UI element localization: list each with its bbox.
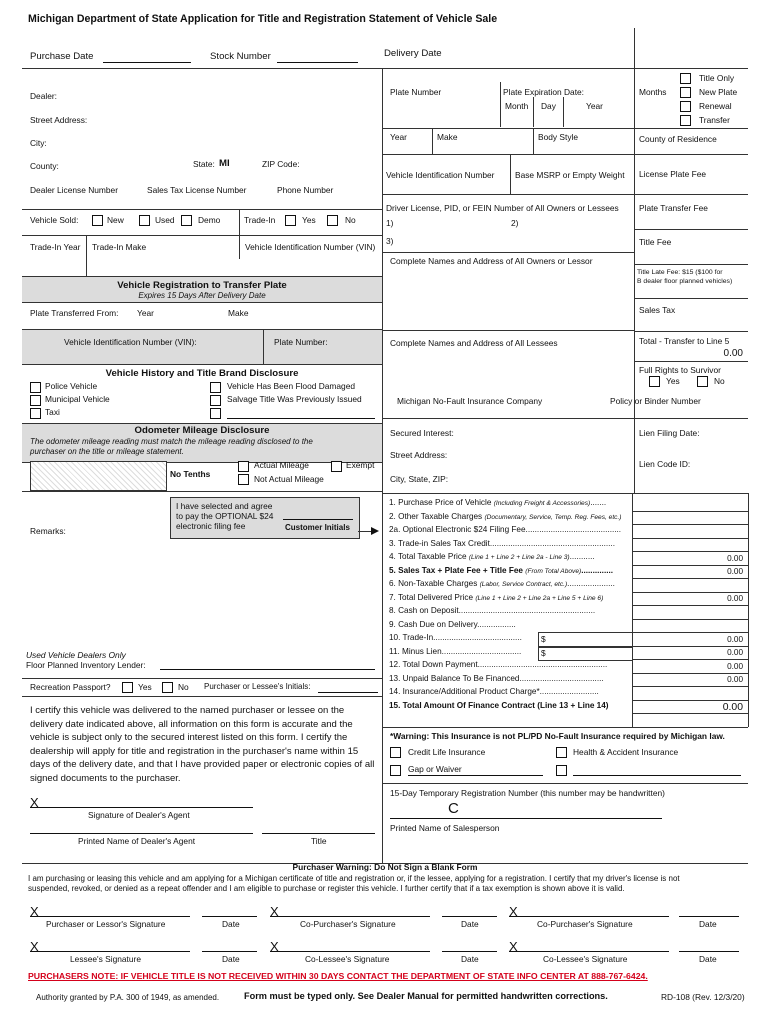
trade-in-no-checkbox[interactable]	[327, 215, 338, 226]
divider	[382, 727, 748, 728]
vehicle-sold-label: Vehicle Sold:	[30, 215, 79, 225]
police-label: Police Vehicle	[45, 381, 98, 391]
transfer-checkbox[interactable]	[680, 115, 691, 126]
lessee-date-field[interactable]	[202, 951, 257, 952]
co-purchaser-signature-label: Co-Purchaser's Signature	[300, 919, 396, 929]
calc-line-label	[389, 702, 609, 710]
recreation-yes-checkbox[interactable]	[122, 682, 133, 693]
calc-line-label	[389, 553, 595, 562]
other-insurance-field[interactable]	[573, 775, 741, 776]
calc-label-text: 13. Unpaid Balance To Be Financed	[389, 673, 520, 683]
co-lessee-signature-field[interactable]	[270, 951, 430, 952]
plate-number-label: Plate Number:	[274, 337, 328, 347]
plate-expiration-label: Plate Expiration Date:	[503, 87, 585, 97]
new-checkbox[interactable]	[92, 215, 103, 226]
co-purchaser-sig-x: X	[270, 904, 279, 919]
demo-checkbox[interactable]	[181, 215, 192, 226]
lien-filing-date-label: Lien Filing Date:	[639, 428, 700, 438]
salesperson-label: Printed Name of Salesperson	[390, 823, 500, 833]
trade-in-vin-label: Vehicle Identification Number (VIN)	[245, 242, 376, 252]
used-label: Used	[155, 215, 175, 225]
not-actual-checkbox[interactable]	[238, 474, 249, 485]
names-lessees-label: Complete Names and Address of All Lessees	[390, 338, 558, 348]
history-other-checkbox[interactable]	[210, 408, 221, 419]
calc-label-dots: .....................	[567, 579, 615, 588]
odometer-note-2: purchaser on the title or mileage statement.	[30, 447, 184, 456]
calc-line-divider	[632, 673, 748, 674]
total-transfer-label: Total - Transfer to Line 5	[639, 336, 730, 346]
recreation-initials-label: Purchaser or Lessee's Initials:	[204, 682, 311, 691]
gap-field[interactable]	[408, 775, 543, 776]
dealer-signature-field[interactable]	[30, 807, 253, 808]
plate-number-header: Plate Number	[390, 87, 442, 97]
calc-line-label	[389, 688, 599, 696]
total-transfer-value: 0.00	[723, 348, 743, 359]
co-purchaser-date-field[interactable]	[442, 916, 497, 917]
dealer-title-field[interactable]	[262, 833, 375, 834]
calc-line-label	[389, 526, 621, 534]
calc-line-label	[389, 621, 516, 629]
trade-in-year-label: Trade-In Year	[30, 242, 81, 252]
divider	[382, 418, 748, 419]
zip-label: ZIP Code:	[262, 159, 300, 169]
renewal-checkbox[interactable]	[680, 101, 691, 112]
plate-fee-label: License Plate Fee	[639, 169, 707, 179]
divider	[634, 298, 748, 299]
calc-line-value[interactable]: 0.00	[727, 661, 743, 671]
temp-reg-value[interactable]: C	[448, 800, 459, 817]
calc-line-label	[389, 594, 603, 603]
calc-label-text: 5. Sales Tax + Plate Fee + Title Fee	[389, 565, 523, 575]
co-lessee-date-field[interactable]	[442, 951, 497, 952]
calc-label-text: 3. Trade-in Sales Tax Credit	[389, 538, 490, 548]
calc-line-label	[389, 580, 615, 589]
purchaser-warning-title: Purchaser Warning: Do Not Sign a Blank Form	[292, 862, 478, 872]
purchasers-note: PURCHASERS NOTE: IF VEHICLE TITLE IS NOT RECEIVED WITHIN 30 DAYS CONTACT THE DEPARTMENT OF STATE INFO CENTER AT 888-767-6424.	[28, 971, 648, 981]
divider	[563, 97, 564, 127]
stock-number-label: Stock Number	[210, 51, 271, 62]
secured-interest-label: Secured Interest:	[390, 428, 454, 438]
calc-label-note: (From Total Above)	[525, 567, 582, 575]
divider	[634, 28, 635, 68]
history-other-field[interactable]	[227, 418, 375, 419]
no-tenths-label: No Tenths	[170, 469, 211, 479]
calc-dollar-field[interactable]	[538, 646, 633, 662]
calc-line-label	[389, 567, 613, 576]
form-id: RD-108 (Rev. 12/3/20)	[661, 992, 745, 1002]
plate-section-title: Vehicle Registration to Transfer Plate	[117, 280, 287, 291]
purchaser-date-label: Date	[222, 919, 240, 929]
calc-line-value[interactable]: 0.00	[727, 567, 743, 576]
co-purchaser-2-signature-label: Co-Purchaser's Signature	[537, 919, 633, 929]
vehicle-make-label: Make	[437, 132, 458, 142]
divider	[382, 252, 634, 253]
divider	[22, 491, 382, 492]
divider	[382, 194, 748, 195]
divider	[533, 128, 534, 154]
calc-line-divider	[632, 700, 748, 701]
remarks-label: Remarks:	[30, 526, 66, 536]
customer-initials-field[interactable]	[283, 519, 353, 520]
salvage-checkbox[interactable]	[210, 395, 221, 406]
full-rights-yes-label: Yes	[666, 376, 680, 386]
calc-label-text: 6. Non-Taxable Charges	[389, 579, 478, 588]
divider	[263, 330, 264, 364]
divider	[382, 128, 748, 129]
county-label: County:	[30, 161, 59, 171]
body-style-label: Body Style	[538, 132, 579, 142]
purchaser-sig-x: X	[30, 904, 39, 919]
exempt-checkbox[interactable]	[331, 461, 342, 472]
trade-in-yes-checkbox[interactable]	[285, 215, 296, 226]
taxi-label: Taxi	[45, 407, 60, 417]
salvage-label: Salvage Title Was Previously Issued	[227, 394, 362, 404]
exp-day-label: Day	[541, 101, 556, 111]
used-dealers-line-2: Floor Planned Inventory Lender:	[26, 660, 146, 670]
used-dealers-line-1: Used Vehicle Dealers Only	[26, 650, 126, 660]
lessee-sig-x: X	[30, 939, 39, 954]
calc-line-divider	[632, 659, 748, 660]
calc-label-dots: .................	[477, 619, 516, 629]
calc-line-divider	[632, 605, 748, 606]
calc-line-label	[389, 499, 606, 508]
calc-label-note: (Labor, Service Contract, etc.)	[479, 581, 568, 588]
plate-transferred-label: Plate Transferred From:	[30, 308, 119, 318]
flood-label: Vehicle Has Been Flood Damaged	[227, 381, 356, 391]
credit-life-checkbox[interactable]	[390, 747, 401, 758]
insurance-company-label: Michigan No-Fault Insurance Company	[397, 396, 543, 406]
calc-line-value[interactable]: 0.00	[722, 702, 743, 713]
arrow-line	[358, 531, 372, 532]
title-fee-label: Title Fee	[639, 237, 672, 247]
purchaser-warning-line-1: I am purchasing or leasing this vehicle and am applying for a Michigan certificate of title and registration or, if the lessee, applying for a registration. I certify that my driver's license is not	[28, 874, 680, 883]
title-only-checkbox[interactable]	[680, 73, 691, 84]
city-label: City:	[30, 138, 47, 148]
calc-line-value[interactable]: 0.00	[727, 594, 743, 603]
divider	[632, 493, 633, 727]
late-fee-line-2: B dealer floor planned vehicles)	[637, 278, 733, 285]
purchaser-signature-field[interactable]	[30, 916, 190, 917]
calc-line-divider	[632, 592, 748, 593]
arrow-right-icon	[371, 527, 379, 535]
trade-in-label: Trade-In	[244, 215, 276, 225]
co-purchaser-date-label: Date	[461, 919, 479, 929]
exp-year-label: Year	[586, 101, 603, 111]
late-fee-line-1: Title Late Fee: $15 ($100 for	[637, 269, 723, 276]
actual-mileage-checkbox[interactable]	[238, 461, 249, 472]
calc-label-dots: .....................................	[519, 673, 604, 683]
co-lessee-date-label: Date	[461, 954, 479, 964]
plate-vin-label: Vehicle Identification Number (VIN):	[64, 337, 197, 347]
calc-line-label	[389, 634, 522, 642]
co-lessee-2-signature-label: Co-Lessee's Signature	[543, 954, 628, 964]
state-label: State:	[193, 159, 215, 169]
recreation-initials-field[interactable]	[318, 692, 378, 693]
calc-label-note: (Line 1 + Line 2 + Line 2a - Line 3)	[468, 554, 570, 561]
divider	[748, 493, 749, 727]
odometer-title: Odometer Mileage Disclosure	[134, 425, 270, 436]
co-lessee-2-signature-field[interactable]	[509, 951, 669, 952]
calc-line-value[interactable]: 0.00	[727, 634, 743, 644]
owner-2-label: 2)	[511, 218, 519, 228]
co-lessee-sig-x: X	[270, 939, 279, 954]
dl-label: Driver License, PID, or FEIN Number of All Owners or Lessees	[386, 203, 619, 213]
purchase-date-field[interactable]	[103, 62, 191, 63]
temp-reg-label: 15-Day Temporary Registration Number (this number may be handwritten)	[390, 788, 665, 798]
purchase-date-label: Purchase Date	[30, 51, 94, 62]
insurance-warning: *Warning: This Insurance is not PL/PD No-Fault Insurance required by Michigan law.	[390, 731, 725, 741]
stock-number-field[interactable]	[277, 62, 358, 63]
delivery-date-label: Delivery Date	[384, 48, 442, 59]
dollar-sign: $	[541, 634, 546, 644]
calc-label-note: (Including Freight & Accessories)	[493, 500, 591, 507]
lien-street-label: Street Address:	[390, 450, 448, 460]
efiling-line-2: to pay the OPTIONAL $24	[176, 511, 274, 521]
new-label: New	[107, 215, 124, 225]
calc-line-divider	[632, 511, 748, 512]
municipal-label: Municipal Vehicle	[45, 394, 110, 404]
calc-label-dots: .......	[590, 498, 607, 507]
calc-label-note: (Line 1 + Line 2 + Line 2a + Line 5 + Line 6)	[475, 594, 604, 602]
purchaser-date-field[interactable]	[202, 916, 257, 917]
calc-label-dots: ...................................	[441, 646, 522, 656]
odometer-reading-field[interactable]	[30, 461, 167, 491]
full-rights-no-checkbox[interactable]	[697, 376, 708, 387]
calc-line-divider	[632, 619, 748, 620]
not-actual-label: Not Actual Mileage	[254, 474, 324, 484]
co-purchaser-2-sig-x: X	[509, 904, 518, 919]
lessee-date-label: Date	[222, 954, 240, 964]
calc-label-text: 2. Other Taxable Charges	[389, 511, 483, 521]
divider	[634, 68, 635, 428]
co-purchaser-2-date-label: Date	[699, 919, 717, 929]
trade-in-yes-label: Yes	[302, 215, 316, 225]
phone-label: Phone Number	[277, 185, 334, 195]
flood-checkbox[interactable]	[210, 382, 221, 393]
calc-label-text: 8. Cash on Deposit	[389, 606, 459, 615]
recreation-yes-label: Yes	[138, 682, 152, 692]
calc-line-divider	[632, 646, 748, 647]
calc-line-divider	[632, 551, 748, 552]
dealer-sig-x: X	[30, 795, 39, 810]
divider	[22, 235, 382, 236]
calc-line-label	[389, 675, 604, 683]
authority-text: Authority granted by P.A. 300 of 1949, as amended.	[36, 993, 220, 1002]
municipal-checkbox[interactable]	[30, 395, 41, 406]
lien-code-label: Lien Code ID:	[639, 459, 691, 469]
months-label: Months	[639, 87, 667, 97]
calc-label-text: 14. Insurance/Additional Product Charge*	[389, 687, 540, 696]
divider	[634, 361, 748, 362]
divider	[22, 678, 382, 679]
calc-label-dots: .......................................................	[489, 538, 615, 548]
health-accident-checkbox[interactable]	[556, 747, 567, 758]
calc-label-text: 12. Total Down Payment	[389, 660, 478, 669]
divider	[634, 264, 748, 265]
calc-label-dots: ...........	[569, 552, 595, 561]
divider	[634, 229, 748, 230]
calc-line-divider	[632, 686, 748, 687]
dealer-printed-name-label: Printed Name of Dealer's Agent	[78, 836, 196, 846]
plate-vin-row	[22, 330, 382, 365]
co-purchaser-2-date-field[interactable]	[679, 916, 739, 917]
divider	[533, 97, 534, 127]
calc-line-divider	[632, 538, 748, 539]
calc-label-dots: ..............	[581, 565, 614, 575]
renewal-label: Renewal	[699, 101, 732, 111]
typed-note: Form must be typed only. See Dealer Manual for permitted handwritten corrections.	[244, 991, 608, 1001]
calc-line-label	[389, 648, 521, 656]
calc-label-dots: ..........................	[539, 687, 599, 696]
divider	[382, 493, 748, 494]
co-lessee-signature-label: Co-Lessee's Signature	[305, 954, 390, 964]
vehicle-year-label: Year	[390, 132, 407, 142]
divider	[510, 154, 511, 194]
co-purchaser-signature-field[interactable]	[270, 916, 430, 917]
divider	[382, 154, 748, 155]
lender-field[interactable]	[160, 669, 375, 670]
history-title: Vehicle History and Title Brand Disclosure	[105, 368, 299, 379]
actual-mileage-label: Actual Mileage	[254, 460, 309, 470]
calc-line-label	[389, 661, 607, 669]
purchaser-signature-label: Purchaser or Lessor's Signature	[46, 919, 166, 929]
calc-label-text: 10. Trade-In	[389, 633, 434, 642]
lessee-signature-label: Lessee's Signature	[70, 954, 141, 964]
calc-line-divider	[632, 713, 748, 714]
owner-1-label: 1)	[386, 218, 394, 228]
new-plate-label: New Plate	[699, 87, 738, 97]
used-checkbox[interactable]	[139, 215, 150, 226]
vin-label: Vehicle Identification Number	[386, 170, 495, 180]
calc-label-text: 7. Total Delivered Price	[389, 592, 474, 602]
dealer-certification: I certify this vehicle was delivered to the named purchaser or lessee on the delivery date indicated above, all information on this form is accurate and the vehicle is subject only to the secured interest listed on this form. I certify the dealership will apply for title and registration in the purchaser's name within 15 days of the delivery date, and that I have provided paper or electronic copies of all signed documents to the purchaser.	[30, 705, 375, 784]
dealer-label: Dealer:	[30, 91, 57, 101]
plate-year-label: Year	[137, 308, 154, 318]
gap-label: Gap or Waiver	[408, 764, 462, 774]
lien-city-label: City, State, ZIP:	[390, 474, 449, 484]
gap-checkbox[interactable]	[390, 765, 401, 776]
owner-3-label: 3)	[386, 236, 394, 246]
demo-label: Demo	[198, 215, 221, 225]
recreation-label: Recreation Passport?	[30, 682, 111, 692]
divider	[239, 209, 240, 259]
divider	[382, 783, 748, 784]
state-value: MI	[219, 158, 230, 169]
sales-tax-license-label: Sales Tax License Number	[147, 185, 247, 195]
co-lessee-2-date-field[interactable]	[679, 951, 739, 952]
dealer-title-label: Title	[311, 836, 327, 846]
calc-line-divider	[632, 565, 748, 566]
calc-label-dots: .........................................................	[477, 660, 608, 669]
calc-label-text: 9. Cash Due on Delivery	[389, 619, 478, 629]
divider	[22, 209, 382, 210]
calc-line-divider	[632, 578, 748, 579]
co-lessee-2-sig-x: X	[509, 939, 518, 954]
calc-line-value[interactable]: 0.00	[727, 675, 743, 684]
dealer-signature-label: Signature of Dealer's Agent	[88, 810, 190, 820]
calc-line-label	[389, 513, 622, 522]
full-rights-label: Full Rights to Survivor	[639, 365, 721, 375]
calc-label-text: 11. Minus Lien	[389, 646, 442, 656]
trade-in-make-label: Trade-In Make	[92, 242, 147, 252]
calc-line-value[interactable]: 0.00	[727, 553, 743, 563]
divider	[382, 68, 383, 863]
full-rights-yes-checkbox[interactable]	[649, 376, 660, 387]
exp-month-label: Month	[505, 101, 529, 111]
police-checkbox[interactable]	[30, 382, 41, 393]
divider	[634, 331, 748, 332]
exempt-label: Exempt	[346, 460, 375, 470]
co-lessee-2-date-label: Date	[699, 954, 717, 964]
efiling-line-1: I have selected and agree	[176, 501, 273, 511]
new-plate-checkbox[interactable]	[680, 87, 691, 98]
co-purchaser-2-signature-field[interactable]	[509, 916, 669, 917]
divider	[500, 82, 501, 127]
sales-tax-label: Sales Tax	[639, 305, 676, 315]
calc-label-text: 15. Total Amount Of Finance Contract (Line 13 + Line 14)	[389, 700, 609, 710]
taxi-checkbox[interactable]	[30, 408, 41, 419]
lessee-signature-field[interactable]	[30, 951, 190, 952]
customer-initials-label: Customer Initials	[285, 523, 350, 532]
trade-in-no-label: No	[345, 215, 356, 225]
efiling-line-3: electronic filing fee	[176, 521, 246, 531]
street-address-label: Street Address:	[30, 115, 88, 125]
dealer-license-label: Dealer License Number	[30, 185, 118, 195]
temp-reg-field[interactable]	[390, 818, 662, 819]
calc-line-label	[389, 607, 595, 615]
policy-number-label: Policy or Binder Number	[610, 396, 701, 406]
plate-section-subtitle: Expires 15 Days After Delivery Date	[138, 291, 266, 300]
calc-label-dots: .......................................	[433, 633, 522, 642]
calc-line-label	[389, 540, 615, 548]
recreation-no-label: No	[178, 682, 189, 692]
transfer-label: Transfer	[699, 115, 730, 125]
recreation-no-checkbox[interactable]	[162, 682, 173, 693]
calc-line-divider	[632, 524, 748, 525]
form-title: Michigan Department of State Application for Title and Registration Statement of Vehicle Sale	[28, 13, 498, 25]
divider	[22, 696, 382, 697]
calc-label-note: (Documentary, Service, Temp. Reg. Fees, etc.)	[484, 513, 622, 521]
odometer-note-1: The odometer mileage reading must match the mileage reading disclosed to the	[30, 437, 313, 446]
transfer-fee-label: Plate Transfer Fee	[639, 203, 708, 213]
calc-label-text: 4. Total Taxable Price	[389, 552, 467, 561]
full-rights-no-label: No	[714, 376, 725, 386]
divider	[22, 68, 748, 69]
names-owners-label: Complete Names and Address of All Owners or Lessor	[390, 256, 593, 266]
calc-label-text: 2a. Optional Electronic $24 Filing Fee	[389, 525, 526, 534]
dealer-printed-name-field[interactable]	[30, 833, 253, 834]
calc-label-dots: ............................................................	[458, 606, 596, 615]
credit-life-label: Credit Life Insurance	[408, 747, 486, 757]
divider	[382, 330, 634, 331]
calc-label-text: 1. Purchase Price of Vehicle	[389, 498, 492, 507]
divider	[432, 128, 433, 154]
title-only-label: Title Only	[699, 73, 735, 83]
calc-line-divider	[632, 632, 748, 633]
purchaser-warning-line-2: suspended, revoked, or denied as a repeat offender and I am eligible to purchase or register this vehicle. I further certify that if a tax exemption is shown above it is valid.	[28, 884, 625, 893]
calc-label-dots: ..........................................	[525, 525, 622, 534]
other-insurance-checkbox[interactable]	[556, 765, 567, 776]
county-residence-label: County of Residence	[639, 134, 717, 144]
calc-line-value[interactable]: 0.00	[727, 648, 743, 657]
health-accident-label: Health & Accident Insurance	[573, 747, 679, 757]
divider	[634, 418, 635, 493]
divider	[86, 235, 87, 276]
msrp-label: Base MSRP or Empty Weight	[515, 170, 625, 180]
dollar-sign: $	[541, 647, 546, 658]
plate-make-label: Make	[228, 308, 249, 318]
